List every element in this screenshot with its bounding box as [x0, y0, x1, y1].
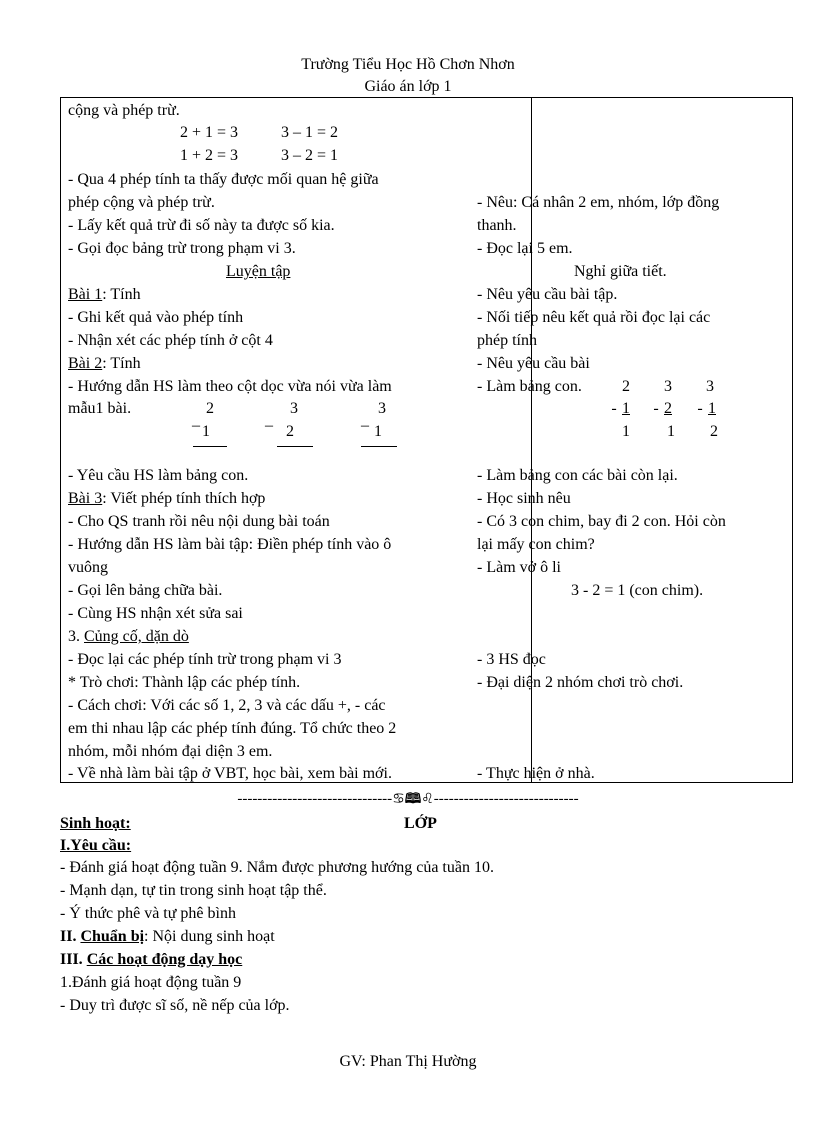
- class-label: LỚP: [404, 815, 437, 832]
- vertical-top-number: 2: [622, 378, 630, 395]
- right-line: lại mấy con chim?: [477, 536, 595, 553]
- minus-sign: -: [697, 400, 703, 417]
- result-line: [277, 446, 313, 447]
- right-line: - Đại diện 2 nhóm chơi trò chơi.: [477, 674, 684, 691]
- left-line: - Lấy kết quả trừ đi số này ta được số kia.: [68, 217, 335, 234]
- left-line: - Cho QS tranh rồi nêu nội dung bài toán: [68, 513, 330, 530]
- minus-sign: -: [611, 400, 617, 417]
- right-line: - Đọc lại 5 em.: [477, 240, 573, 257]
- vertical-sub-number: 1: [622, 400, 630, 417]
- vertical-bottom-number: 2: [286, 423, 294, 440]
- break-note: Nghỉ giữa tiết.: [574, 263, 667, 280]
- body-line: - Đánh giá hoạt động tuần 9. Nắm được phương hướng của tuần 10.: [60, 859, 494, 876]
- left-line: - Gọi đọc bảng trừ trong phạm vi 3.: [68, 240, 296, 257]
- practice-heading: Luyện tập: [226, 263, 291, 280]
- left-line: - Gọi lên bảng chữa bài.: [68, 582, 223, 599]
- vertical-sub-number: 2: [664, 400, 672, 417]
- body-line: 1.Đánh giá hoạt động tuần 9: [60, 974, 242, 991]
- vertical-top-number: 3: [706, 378, 714, 395]
- equation: 1 + 2 = 3: [180, 147, 239, 164]
- right-line: phép tính: [477, 332, 537, 349]
- right-line: - Làm bảng con các bài còn lại.: [477, 467, 678, 484]
- minus-sign: -: [653, 400, 659, 417]
- right-line: - Nêu yêu cầu bài tập.: [477, 286, 618, 303]
- left-line: - Hướng dẫn HS làm theo cột dọc vừa nói vừa làm: [68, 378, 392, 395]
- vertical-result: 2: [710, 423, 718, 440]
- vertical-result: 1: [667, 423, 675, 440]
- consolidation-heading: 3. Củng cố, dặn dò: [68, 628, 189, 645]
- equation: 2 + 1 = 3: [180, 124, 239, 141]
- right-line: - Thực hiện ở nhà.: [477, 765, 595, 782]
- left-line: - Yêu cầu HS làm bảng con.: [68, 467, 249, 484]
- lesson-table: [60, 97, 793, 783]
- body-line: - Ý thức phê và tự phê bình: [60, 905, 236, 922]
- exercise-3-title: Bài 3: Viết phép tính thích hợp: [68, 490, 266, 507]
- body-line: - Mạnh dạn, tự tin trong sinh hoạt tập thể.: [60, 882, 327, 899]
- right-line: - Làm bảng con.: [477, 378, 582, 395]
- minus-sign: –: [192, 417, 200, 434]
- left-line: * Trò chơi: Thành lập các phép tính.: [68, 674, 301, 691]
- vertical-sub-number: 1: [708, 400, 716, 417]
- equation: 3 – 2 = 1: [281, 147, 339, 164]
- body-line: - Duy trì được sĩ số, nề nếp của lớp.: [60, 997, 290, 1014]
- vertical-bottom-number: 1: [374, 423, 382, 440]
- activities-heading: III. Các hoạt động dạy học: [60, 951, 243, 968]
- equation: 3 – 1 = 2: [281, 124, 339, 141]
- right-line: - Có 3 con chim, bay đi 2 con. Hỏi còn: [477, 513, 726, 530]
- left-line: vuông: [68, 559, 108, 576]
- school-name: Trường Tiểu Học Hồ Chơn Nhơn: [301, 56, 515, 73]
- result-line: [193, 446, 227, 447]
- left-line: - Cùng HS nhận xét sửa sai: [68, 605, 243, 622]
- left-line: em thi nhau lập các phép tính đúng. Tổ chức theo 2: [68, 720, 397, 737]
- minus-sign: –: [361, 417, 369, 434]
- teacher-footer: GV: Phan Thị Hường: [339, 1053, 477, 1070]
- result-line: [361, 446, 397, 447]
- right-line: - Nêu yêu cầu bài: [477, 355, 590, 372]
- ornament-icon: ♋🕮♌: [392, 791, 434, 807]
- answer-equation: 3 - 2 = 1 (con chim).: [571, 582, 704, 599]
- left-line: - Ghi kết quả vào phép tính: [68, 309, 244, 326]
- right-line: - 3 HS đọc: [477, 651, 546, 668]
- left-line: mẫu1 bài.: [68, 400, 132, 417]
- left-line: cộng và phép trừ.: [68, 102, 180, 119]
- left-line: nhóm, mỗi nhóm đại diện 3 em.: [68, 743, 273, 760]
- vertical-top-number: 2: [206, 400, 214, 417]
- preparation-line: II. Chuẩn bị: Nội dung sinh hoạt: [60, 928, 275, 945]
- section-separator: -------------------------------♋🕮♌-----------------------------: [237, 791, 579, 807]
- right-line: thanh.: [477, 217, 517, 234]
- left-line: - Cách chơi: Với các số 1, 2, 3 và các dấu +, - các: [68, 697, 386, 714]
- right-line: - Nối tiếp nêu kết quả rồi đọc lại các: [477, 309, 711, 326]
- requirements-heading: I.Yêu cầu:: [60, 837, 132, 854]
- left-line: - Nhận xét các phép tính ở cột 4: [68, 332, 273, 349]
- left-line: phép cộng và phép trừ.: [68, 194, 215, 211]
- right-line: - Nêu: Cá nhân 2 em, nhóm, lớp đồng: [477, 194, 720, 211]
- minus-sign: –: [265, 417, 273, 434]
- left-line: - Hướng dẫn HS làm bài tập: Điền phép tính vào ô: [68, 536, 392, 553]
- left-line: - Về nhà làm bài tập ở VBT, học bài, xem bài mới.: [68, 765, 392, 782]
- vertical-top-number: 3: [664, 378, 672, 395]
- vertical-top-number: 3: [378, 400, 386, 417]
- left-line: - Đọc lại các phép tính trừ trong phạm vi 3: [68, 651, 342, 668]
- vertical-bottom-number: 1: [202, 423, 210, 440]
- class-activity-label: Sinh hoạt:: [60, 815, 131, 832]
- vertical-top-number: 3: [290, 400, 298, 417]
- right-line: - Học sinh nêu: [477, 490, 571, 507]
- vertical-result: 1: [622, 423, 630, 440]
- exercise-2-title: Bài 2: Tính: [68, 355, 141, 372]
- left-line: - Qua 4 phép tính ta thấy được mối quan hệ giữa: [68, 171, 379, 188]
- right-line: - Làm vở ô li: [477, 559, 561, 576]
- lesson-plan-title: Giáo án lớp 1: [364, 78, 452, 95]
- exercise-1-title: Bài 1: Tính: [68, 286, 141, 303]
